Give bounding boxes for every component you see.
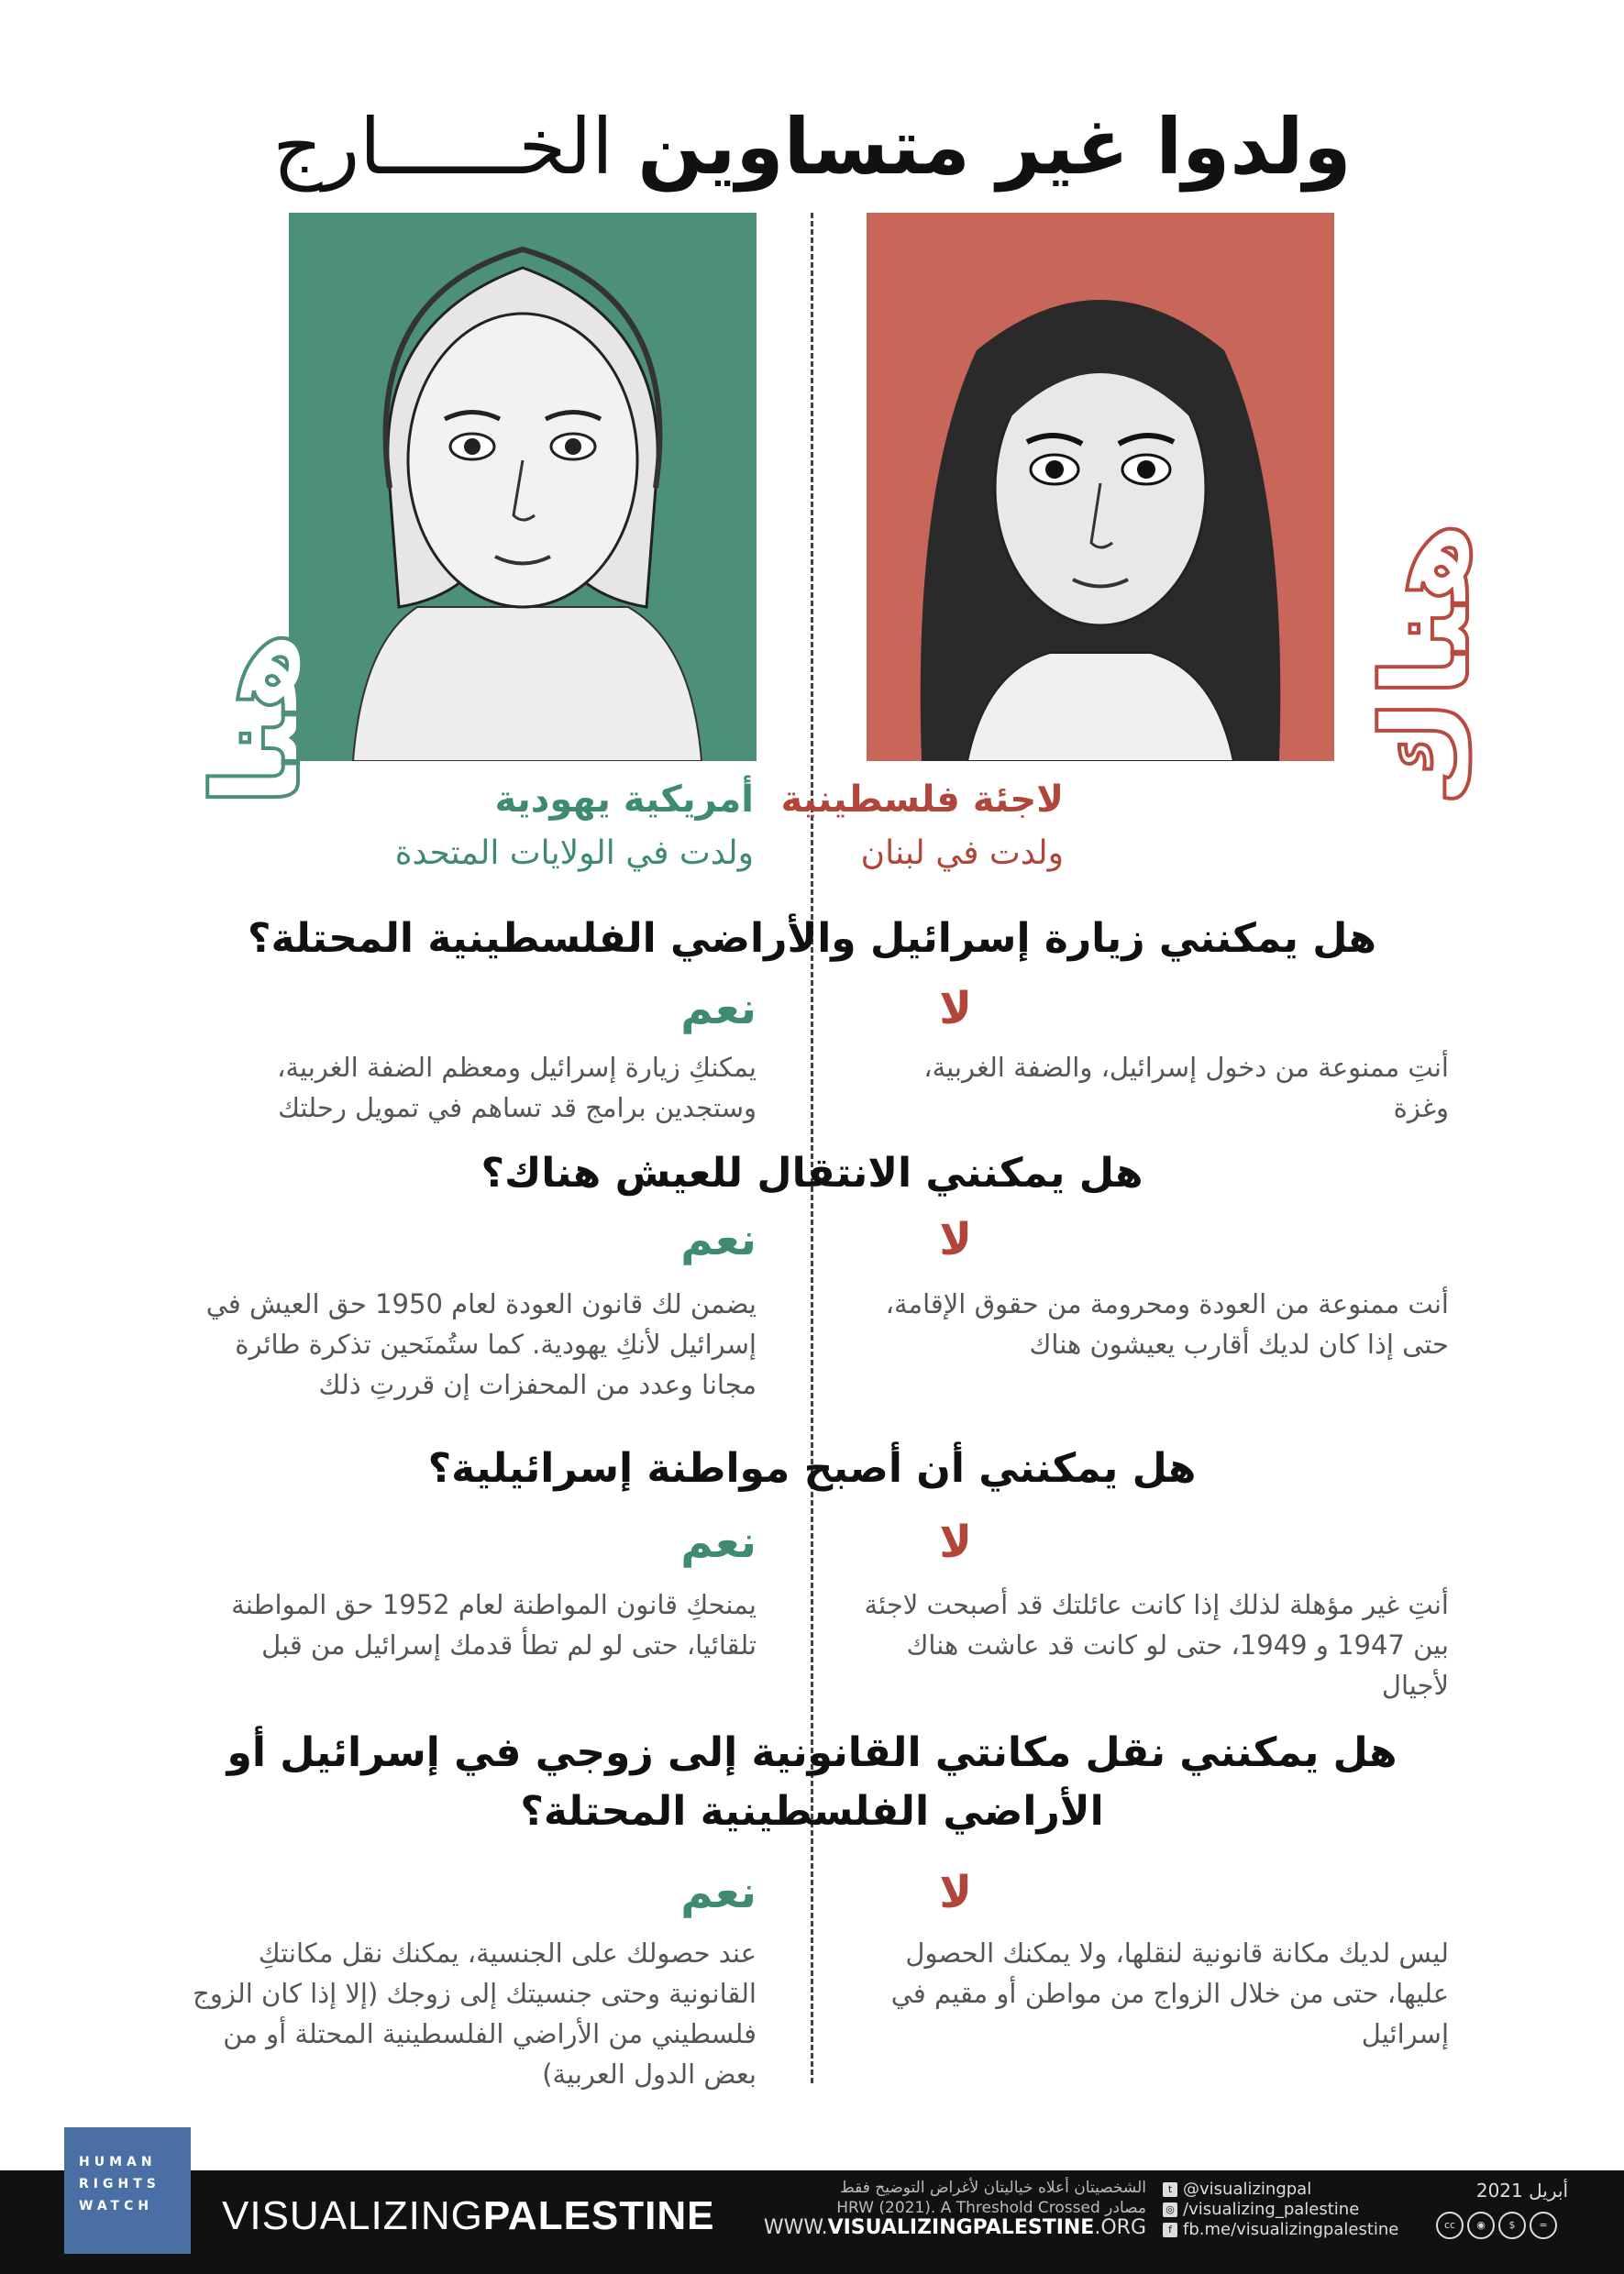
answer-no-text: ليس لديك مكانة قانونية لنقلها، ولا يمكنك الحصول عليها، حتى من خلال الزواج من مواطن أو مقيم في إسرائيل (890, 1937, 1449, 2049)
by-icon: ◉ (1467, 2212, 1495, 2239)
nd-icon: = (1530, 2212, 1557, 2239)
twitter-link[interactable] (1163, 2180, 1420, 2200)
answer-no-label: لا (939, 1214, 972, 1265)
facebook-handle: fb.me/visualizingpalestine (1183, 2220, 1399, 2239)
answer-yes-text: عند حصولك على الجنسية، يمكنك نقل مكانتكِ القانونية وحتى جنسيتك إلى زوجك (إلا إذا كان الزوج فلسطيني من الأراضي الفلسطينية المحتلة أو من بعض الدول العربية) (193, 1937, 757, 2090)
question-visit: هل يمكنني زيارة إسرائيل والأراضي الفلسطينية المحتلة؟ (248, 915, 1376, 962)
page-title (110, 92, 1514, 202)
persona-birthplace: ولدت في لبنان (860, 834, 1064, 872)
portrait-american-jewish (289, 213, 757, 761)
answer-yes-text: يضمن لك قانون العودة لعام 1950 حق العيش في إسرائيل لأنكِ يهودية. كما ستُمنَحين تذكرة طائرة مجانا وعدد من المحفزات إن قررتِ ذلك (205, 1288, 757, 1400)
site-name: VISUALIZINGPALESTINE (827, 2216, 1095, 2239)
answer-yes-label: نعم (680, 1517, 757, 1568)
vp-logo-light: VISUALIZING (222, 2193, 483, 2238)
visualizing-palestine-logo (222, 2193, 715, 2239)
disclaimer-text: الشخصيتان أعلاه خياليتان لأغراض التوضيح فقط (839, 2179, 1146, 2197)
publish-date: أبريل 2021 (1475, 2180, 1568, 2202)
sketch-face-illustration (867, 213, 1334, 761)
question-spouse: هل يمكنني نقل مكانتي القانونية إلى زوجي في إسرائيل أو الأراضي الفلسطينية المحتلة؟ (226, 1729, 1398, 1835)
answer-yes-text: يمكنكِ زيارة إسرائيل ومعظم الضفة الغربية، وستجدين برامج قد تساهم في تمويل رحلتك (277, 1052, 757, 1123)
title-light: الخــــــارج (272, 102, 613, 192)
site-prefix: WWW. (763, 2216, 828, 2239)
answer-no-label: لا (939, 1517, 972, 1568)
question-move: هل يمكنني الانتقال للعيش هناك؟ (481, 1150, 1143, 1197)
facebook-icon: f (1163, 2223, 1177, 2237)
twitter-handle: @visualizingpal (1183, 2180, 1312, 2199)
portrait-palestinian-refugee (867, 213, 1334, 761)
title-bold: ولدوا غير متساوين (637, 102, 1352, 192)
footer-credits (761, 2178, 1146, 2238)
website-link[interactable] (761, 2218, 1146, 2238)
vp-logo-bold: PALESTINE (482, 2193, 715, 2238)
side-word-here: هنا (187, 630, 326, 807)
sources-text: مصادر HRW (2021). A Threshold Crossed (836, 2199, 1146, 2217)
facebook-link[interactable] (1163, 2220, 1420, 2240)
side-word-there: هناك (1356, 521, 1496, 807)
answer-no-text: أنت ممنوعة من العودة ومحرومة من حقوق الإقامة، حتى إذا كان لديك أقارب يعيشون هناك (885, 1288, 1449, 1360)
persona-name: أمريكية يهودية (494, 778, 754, 821)
hrw-logo-line: HUMAN (79, 2155, 157, 2169)
persona-birthplace: ولدت في الولايات المتحدة (394, 834, 754, 872)
answer-yes-label: نعم (680, 1214, 757, 1265)
answer-no-label: لا (939, 983, 972, 1034)
question-citizenship: هل يمكنني أن أصبح مواطنة إسرائيلية؟ (427, 1445, 1197, 1492)
answer-yes-label: نعم (680, 983, 757, 1034)
sketch-face-illustration (289, 213, 757, 761)
answer-no-text: أنتِ ممنوعة من دخول إسرائيل، والضفة الغربية، وغزة (923, 1052, 1449, 1123)
answer-yes-label: نعم (680, 1867, 757, 1918)
twitter-icon: t (1163, 2182, 1177, 2197)
cc-icon: cc (1436, 2212, 1464, 2239)
hrw-logo-line: WATCH (79, 2199, 154, 2213)
instagram-handle: /visualizing_palestine (1183, 2200, 1360, 2219)
hrw-logo-line: RIGHTS (79, 2177, 160, 2191)
cc-license-icons (1436, 2212, 1557, 2239)
answer-no-text: أنتِ غير مؤهلة لذلك إذا كانت عائلتك قد أصبحت لاجئة بين 1947 و 1949، حتى لو كانت قد عاشت هناك لأجيال (864, 1589, 1449, 1701)
nc-icon: $ (1498, 2212, 1526, 2239)
instagram-link[interactable] (1163, 2200, 1420, 2220)
instagram-icon: ◎ (1163, 2202, 1177, 2217)
persona-name: لاجئة فلسطينية (780, 778, 1064, 821)
social-links (1163, 2180, 1420, 2240)
answer-yes-text: يمنحكِ قانون المواطنة لعام 1952 حق المواطنة تلقائيا، حتى لو لم تطأ قدمك إسرائيل من قبل (231, 1589, 757, 1661)
site-suffix: .ORG (1094, 2216, 1146, 2239)
hrw-logo (64, 2127, 191, 2254)
answer-no-label: لا (939, 1867, 972, 1918)
persona-palestinian-refugee (605, 772, 1064, 880)
